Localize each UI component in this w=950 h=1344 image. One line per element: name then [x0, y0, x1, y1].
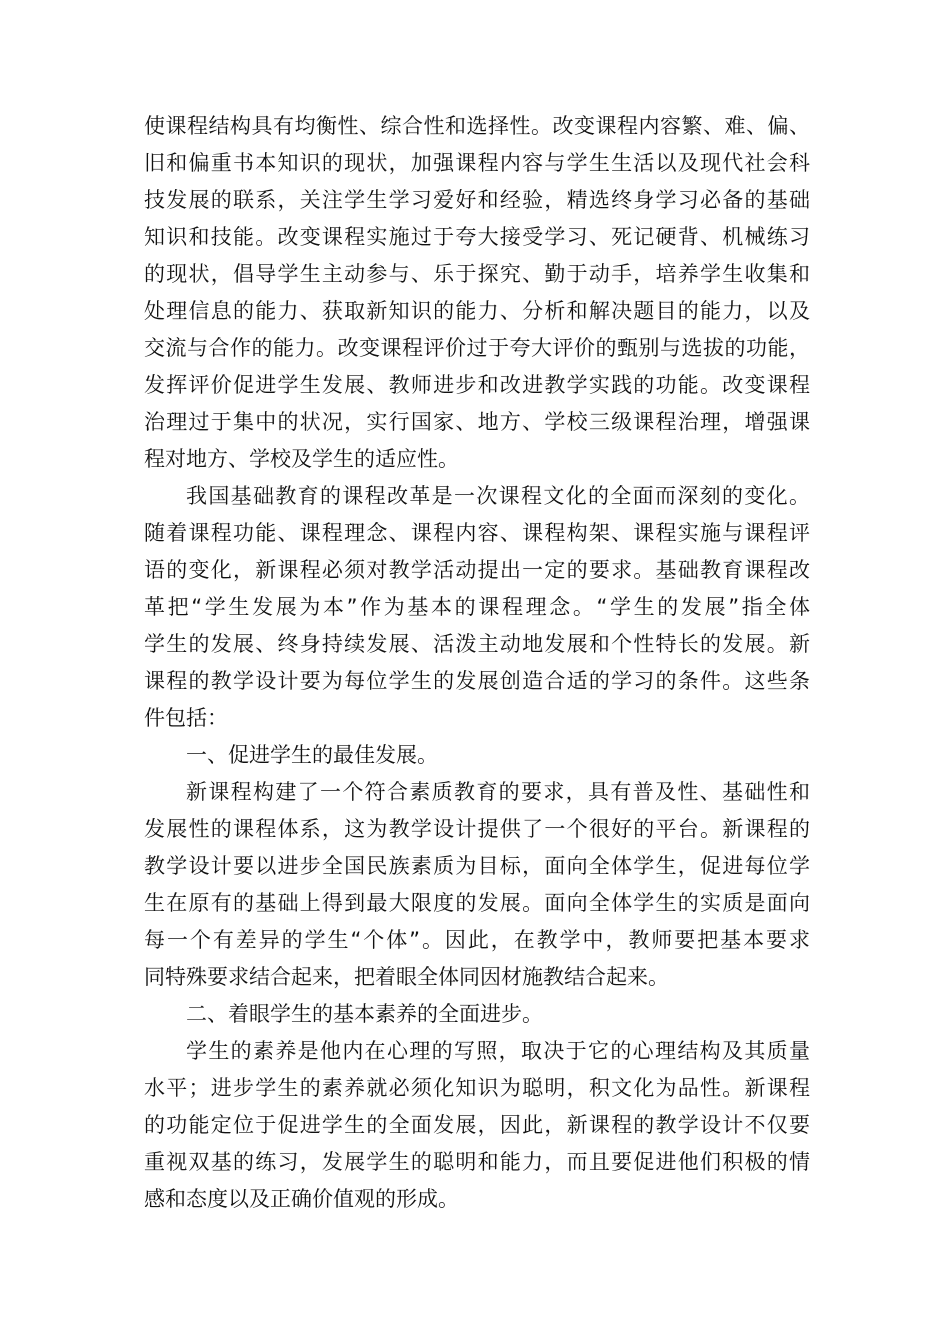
text-line: 知识和技能。改变课程实施过于夸大接受学习、死记硬背、机械练习 [144, 225, 810, 249]
text-line: 课程的教学设计要为每位学生的发展创造合适的学习的条件。这些条 [144, 669, 810, 693]
text-line: 感和态度以及正确价值观的形成。 [144, 1187, 459, 1211]
section-heading [144, 996, 810, 1033]
text-line: 一、促进学生的最佳发展。 [186, 743, 438, 767]
text-line: 发挥评价促进学生发展、教师进步和改进教学实践的功能。改变课程 [144, 373, 810, 397]
text-line: 程对地方、学校及学生的适应性。 [144, 447, 459, 471]
text-line: 旧和偏重书本知识的现状，加强课程内容与学生生活以及现代社会科 [144, 151, 810, 175]
paragraph [144, 1033, 810, 1218]
text-line: 治理过于集中的状况，实行国家、地方、学校三级课程治理，增强课 [144, 410, 810, 434]
text-line: 学生的发展、终身持续发展、活泼主动地发展和个性特长的发展。新 [144, 632, 810, 656]
section-heading [144, 737, 810, 774]
text-line: 教学设计要以进步全国民族素质为目标，面向全体学生，促进每位学 [144, 854, 810, 878]
text-line: 交流与合作的能力。改变课程评价过于夸大评价的甄别与选拔的功能， [144, 336, 810, 360]
text-line: 发展性的课程体系，这为教学设计提供了一个很好的平台。新课程的 [144, 817, 810, 841]
text-line: 的现状，倡导学生主动参与、乐于探究、勤于动手，培养学生收集和 [144, 262, 810, 286]
text-line: 使课程结构具有均衡性、综合性和选择性。改变课程内容繁、难、偏、 [144, 114, 810, 138]
paragraph [144, 108, 810, 478]
document-body [144, 108, 810, 1218]
paragraph [144, 478, 810, 737]
text-line: 新课程构建了一个符合素质教育的要求，具有普及性、基础性和 [186, 780, 810, 804]
text-line: 的功能定位于促进学生的全面发展，因此，新课程的教学设计不仅要 [144, 1113, 810, 1137]
text-line: 同特殊要求结合起来，把着眼全体同因材施教结合起来。 [144, 965, 669, 989]
text-line: 每一个有差异的学生“个体”。因此，在教学中，教师要把基本要求 [144, 928, 810, 952]
text-line: 件包括： [144, 706, 228, 730]
text-line: 水平；进步学生的素养就必须化知识为聪明，积文化为品性。新课程 [144, 1076, 810, 1100]
text-line: 革把“学生发展为本”作为基本的课程理念。“学生的发展”指全体 [144, 595, 810, 619]
text-line: 学生的素养是他内在心理的写照，取决于它的心理结构及其质量 [186, 1039, 810, 1063]
paragraph [144, 774, 810, 996]
text-line: 我国基础教育的课程改革是一次课程文化的全面而深刻的变化。 [186, 484, 810, 508]
text-line: 语的变化，新课程必须对教学活动提出一定的要求。基础教育课程改 [144, 558, 810, 582]
text-line: 随着课程功能、课程理念、课程内容、课程构架、课程实施与课程评 [144, 521, 810, 545]
text-line: 重视双基的练习，发展学生的聪明和能力，而且要促进他们积极的情 [144, 1150, 810, 1174]
text-line: 二、着眼学生的基本素养的全面进步。 [186, 1002, 543, 1026]
text-line: 生在原有的基础上得到最大限度的发展。面向全体学生的实质是面向 [144, 891, 810, 915]
text-line: 处理信息的能力、获取新知识的能力、分析和解决题目的能力，以及 [144, 299, 810, 323]
text-line: 技发展的联系，关注学生学习爱好和经验，精选终身学习必备的基础 [144, 188, 810, 212]
